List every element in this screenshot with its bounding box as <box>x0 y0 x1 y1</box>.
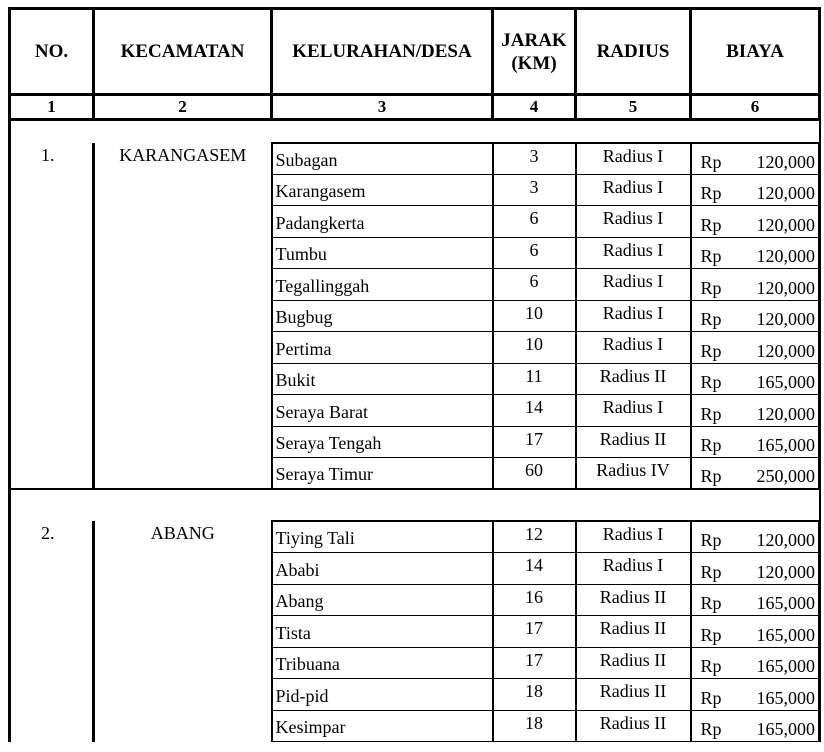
biaya-amount: 165,000 <box>756 624 815 645</box>
radius-cell: Radius I <box>576 332 691 364</box>
column-number: 2 <box>94 95 272 120</box>
jarak-cell: 6 <box>493 206 576 238</box>
biaya-amount: 165,000 <box>756 435 815 455</box>
radius-cell: Radius I <box>576 395 691 427</box>
currency-label: Rp <box>700 624 722 645</box>
biaya-amount: 165,000 <box>756 719 815 739</box>
jarak-cell: 6 <box>493 237 576 269</box>
kelurahan-cell: Ababi <box>272 553 493 585</box>
biaya-amount: 120,000 <box>756 403 815 424</box>
radius-cell: Radius I <box>576 174 691 206</box>
currency-label: Rp <box>700 435 722 455</box>
table-row <box>10 143 820 175</box>
header-jarak-line1: JARAK <box>501 29 567 51</box>
jarak-cell: 3 <box>493 174 576 206</box>
radius-cell: Radius I <box>576 300 691 332</box>
kelurahan-cell: Abang <box>272 584 493 616</box>
biaya-cell <box>691 584 820 616</box>
jarak-cell: 17 <box>493 616 576 648</box>
biaya-cell <box>691 206 820 238</box>
biaya-cell <box>691 143 820 175</box>
group-separator <box>10 120 820 143</box>
radius-cell: Radius II <box>576 426 691 458</box>
currency-label: Rp <box>700 687 722 708</box>
currency-label: Rp <box>700 151 722 172</box>
biaya-cell <box>691 616 820 648</box>
kelurahan-cell: Tista <box>272 616 493 648</box>
header-jarak-line2: (KM) <box>511 52 557 74</box>
jarak-cell: 10 <box>493 332 576 364</box>
kelurahan-cell: Padangkerta <box>272 206 493 238</box>
radius-cell: Radius I <box>576 553 691 585</box>
biaya-cell <box>691 553 820 585</box>
kelurahan-cell: Karangasem <box>272 174 493 206</box>
group-separator <box>10 489 820 521</box>
jarak-cell: 14 <box>493 395 576 427</box>
jarak-cell: 6 <box>493 269 576 301</box>
biaya-amount: 120,000 <box>756 214 815 235</box>
jarak-cell: 14 <box>493 553 576 585</box>
jarak-cell: 11 <box>493 363 576 395</box>
biaya-cell <box>691 458 820 490</box>
kecamatan-name: KARANGASEM <box>94 143 272 490</box>
currency-label: Rp <box>700 530 722 550</box>
jarak-cell: 17 <box>493 647 576 679</box>
kelurahan-cell: Tiying Tali <box>272 521 493 553</box>
biaya-cell <box>691 679 820 711</box>
header-kelurahan: KELURAHAN/DESA <box>272 9 493 95</box>
column-number: 6 <box>691 95 820 120</box>
currency-label: Rp <box>700 403 722 424</box>
biaya-amount: 120,000 <box>756 277 815 298</box>
radius-cell: Radius II <box>576 363 691 395</box>
biaya-cell <box>691 237 820 269</box>
kelurahan-cell: Seraya Tengah <box>272 426 493 458</box>
biaya-amount: 250,000 <box>756 466 815 486</box>
jarak-cell: 12 <box>493 521 576 553</box>
header-no: NO. <box>10 9 94 95</box>
currency-label: Rp <box>700 656 722 676</box>
biaya-amount: 120,000 <box>756 151 815 172</box>
jarak-cell: 60 <box>493 458 576 490</box>
column-number: 1 <box>10 95 94 120</box>
jarak-cell: 18 <box>493 710 576 742</box>
group-number: 1. <box>10 143 94 490</box>
currency-label: Rp <box>700 277 722 298</box>
kelurahan-cell: Seraya Barat <box>272 395 493 427</box>
currency-label: Rp <box>700 340 722 361</box>
radius-cell: Radius II <box>576 710 691 742</box>
biaya-amount: 120,000 <box>756 530 815 550</box>
radius-cell: Radius I <box>576 521 691 553</box>
radius-cell: Radius I <box>576 143 691 175</box>
group-number: 2. <box>10 521 94 742</box>
kelurahan-cell: Tegallinggah <box>272 269 493 301</box>
header-biaya: BIAYA <box>691 9 820 95</box>
currency-label: Rp <box>700 561 722 582</box>
column-number: 5 <box>576 95 691 120</box>
kelurahan-cell: Pid-pid <box>272 679 493 711</box>
currency-label: Rp <box>700 183 722 203</box>
currency-label: Rp <box>700 593 722 613</box>
biaya-cell <box>691 395 820 427</box>
kelurahan-cell: Kesimpar <box>272 710 493 742</box>
biaya-amount: 120,000 <box>756 340 815 361</box>
kelurahan-cell: Tribuana <box>272 647 493 679</box>
header-jarak <box>493 9 576 95</box>
biaya-cell <box>691 521 820 553</box>
column-number-row <box>10 95 820 120</box>
currency-label: Rp <box>700 719 722 739</box>
jarak-cell: 17 <box>493 426 576 458</box>
kelurahan-cell: Seraya Timur <box>272 458 493 490</box>
table-row <box>10 521 820 553</box>
kelurahan-cell: Bugbug <box>272 300 493 332</box>
biaya-amount: 165,000 <box>756 656 815 676</box>
radius-cell: Radius II <box>576 584 691 616</box>
header-kecamatan: KECAMATAN <box>94 9 272 95</box>
currency-label: Rp <box>700 246 722 266</box>
jarak-cell: 16 <box>493 584 576 616</box>
radius-cell: Radius IV <box>576 458 691 490</box>
biaya-amount: 120,000 <box>756 561 815 582</box>
biaya-cell <box>691 647 820 679</box>
currency-label: Rp <box>700 466 722 486</box>
radius-cell: Radius II <box>576 616 691 648</box>
header-row <box>10 9 820 95</box>
biaya-amount: 120,000 <box>756 183 815 203</box>
biaya-cell <box>691 426 820 458</box>
radius-cell: Radius I <box>576 237 691 269</box>
separator-cell <box>10 489 820 521</box>
biaya-cell <box>691 332 820 364</box>
currency-label: Rp <box>700 214 722 235</box>
kelurahan-cell: Subagan <box>272 143 493 175</box>
kecamatan-name: ABANG <box>94 521 272 742</box>
radius-cell: Radius II <box>576 679 691 711</box>
radius-cell: Radius I <box>576 269 691 301</box>
jarak-cell: 18 <box>493 679 576 711</box>
jarak-cell: 3 <box>493 143 576 175</box>
biaya-amount: 165,000 <box>756 372 815 392</box>
kelurahan-cell: Pertima <box>272 332 493 364</box>
biaya-cell <box>691 174 820 206</box>
header-radius: RADIUS <box>576 9 691 95</box>
kelurahan-cell: Bukit <box>272 363 493 395</box>
biaya-amount: 165,000 <box>756 687 815 708</box>
biaya-amount: 165,000 <box>756 593 815 613</box>
kelurahan-cell: Tumbu <box>272 237 493 269</box>
separator-cell <box>10 120 820 143</box>
biaya-table <box>8 7 821 742</box>
column-number: 4 <box>493 95 576 120</box>
biaya-cell <box>691 300 820 332</box>
biaya-cell <box>691 710 820 742</box>
table-body <box>10 120 820 742</box>
biaya-amount: 120,000 <box>756 309 815 329</box>
biaya-cell <box>691 269 820 301</box>
jarak-cell: 10 <box>493 300 576 332</box>
column-number: 3 <box>272 95 493 120</box>
biaya-cell <box>691 363 820 395</box>
currency-label: Rp <box>700 309 722 329</box>
currency-label: Rp <box>700 372 722 392</box>
radius-cell: Radius II <box>576 647 691 679</box>
radius-cell: Radius I <box>576 206 691 238</box>
biaya-amount: 120,000 <box>756 246 815 266</box>
